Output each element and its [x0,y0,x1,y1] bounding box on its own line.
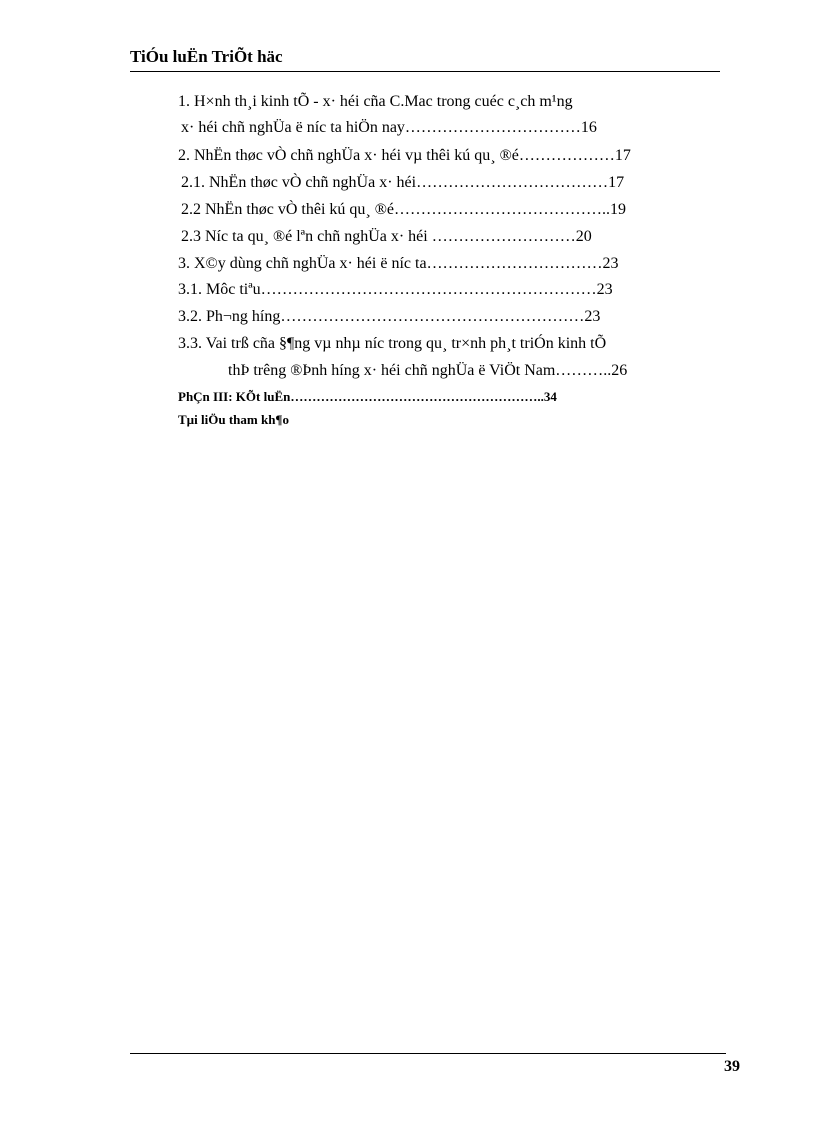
document-header-title: TiÓu luËn TriÕt häc [130,47,283,66]
toc-entry: 3. X©y dùng chñ nghÜa x· héi ë níc ta……………………………23 [178,255,619,272]
toc-entry: 2.2 NhËn thøc vÒ thêi kú qu¸ ®é…………………………………..19 [181,201,627,218]
toc-entry: 2. NhËn thøc vÒ chñ nghÜa x· héi vµ thêi kú qu¸ ®é………………17 [178,147,631,164]
toc-entry-references: Tµi liÖu tham kh¶o [178,412,289,427]
toc-entry: 1. H×nh th¸i kinh tÕ - x· héi cña C.Mac trong cuéc c¸ch m¹ng [178,93,573,110]
toc-entry: 3.3. Vai trß cña §¶ng vµ nhµ níc trong qu¸ tr×nh ph¸t triÓn kinh tÕ [178,335,607,352]
toc-entry: 2.1. NhËn thøc vÒ chñ nghÜa x· héi………………………………17 [181,174,625,191]
header-divider [130,71,720,72]
toc-entry: x· héi chñ nghÜa ë níc ta hiÖn nay……………………………16 [181,119,597,136]
footer-divider [130,1053,726,1054]
toc-entry: 3.2. Ph¬ng híng…………………………………………………23 [178,308,601,325]
toc-entry: 2.3 Níc ta qu¸ ®é lªn chñ nghÜa x· héi ………………………20 [181,228,592,245]
toc-entry: 3.1. Môc tiªu………………………………………………………23 [178,281,613,298]
page-number: 39 [724,1058,740,1075]
toc-entry-conclusion: PhÇn III: KÕt luËn…………………………………………………..34 [178,389,557,404]
toc-entry: thÞ trêng ®Þnh híng x· héi chñ nghÜa ë ViÖt Nam………..26 [228,362,628,379]
